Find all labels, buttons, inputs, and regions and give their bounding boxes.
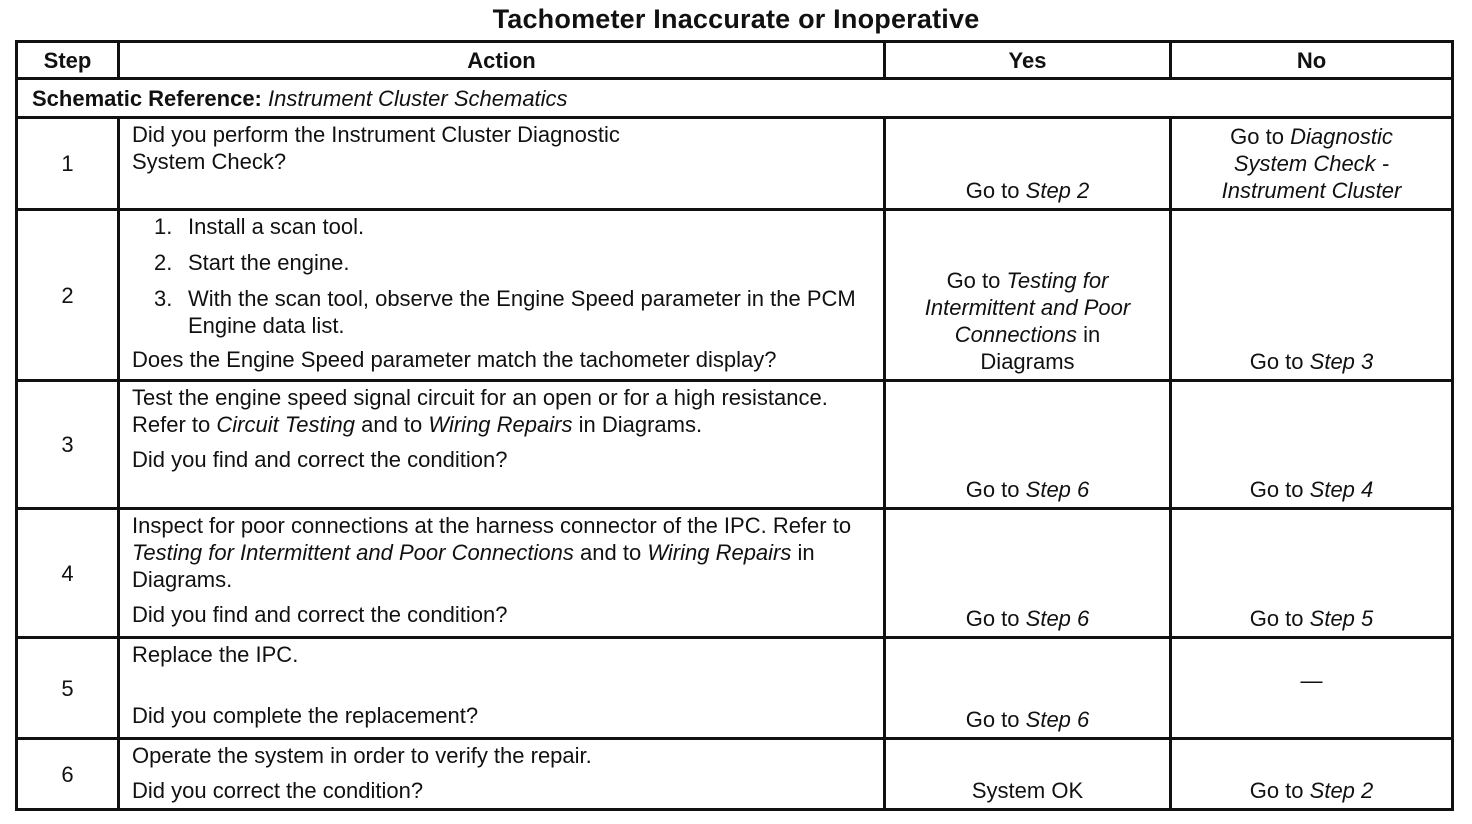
- no-result: [1171, 739, 1453, 810]
- no-link[interactable]: Diagnostic: [1290, 124, 1393, 149]
- header-action: Action: [119, 42, 885, 79]
- step-action: [119, 118, 885, 210]
- step-number: 4: [17, 509, 119, 638]
- action-question: Did you find and correct the condition?: [132, 602, 508, 627]
- yes-link[interactable]: Step 6: [1025, 707, 1090, 732]
- step-number: 3: [17, 381, 119, 509]
- action-text: Replace the IPC.: [132, 642, 299, 667]
- yes-link[interactable]: Connections: [954, 322, 1078, 347]
- step-action: [119, 509, 885, 638]
- action-question: Did you correct the condition?: [132, 778, 424, 803]
- no-prefix: Go to: [1249, 349, 1304, 374]
- substep-text: With the scan tool, observe the Engine Speed parameter in the PCM Engine data list.: [188, 286, 856, 338]
- schematic-reference-link[interactable]: Instrument Cluster Schematics: [268, 85, 568, 111]
- substep-text: Install a scan tool.: [188, 214, 365, 239]
- step-number: 6: [17, 739, 119, 810]
- no-prefix: Go to: [1249, 606, 1304, 631]
- header-yes: Yes: [885, 42, 1171, 79]
- yes-link[interactable]: Testing for: [1006, 268, 1109, 293]
- no-result: [1171, 381, 1453, 509]
- table-row: [17, 638, 1453, 739]
- no-result: [1171, 118, 1453, 210]
- action-text-part: and to: [580, 540, 642, 565]
- no-link[interactable]: Step 5: [1309, 606, 1374, 631]
- step-number: 1: [17, 118, 119, 210]
- yes-prefix: Go to: [965, 606, 1020, 631]
- header-row: [17, 42, 1453, 79]
- page-title: Tachometer Inaccurate or Inoperative: [492, 4, 980, 34]
- no-link[interactable]: Step 4: [1309, 477, 1374, 502]
- yes-result: System OK: [885, 739, 1171, 810]
- schematic-reference: [17, 79, 1453, 118]
- action-text-part: Test the engine speed signal circuit for an open or for a high resistance. Refer to: [132, 385, 828, 437]
- action-link[interactable]: Circuit Testing: [216, 412, 355, 437]
- yes-prefix: Go to: [965, 707, 1020, 732]
- table-row: [17, 381, 1453, 509]
- no-result: —: [1171, 638, 1453, 739]
- substep-text: Start the engine.: [188, 250, 350, 275]
- action-text-part: in Diagrams.: [132, 540, 815, 592]
- yes-prefix: Go to: [965, 178, 1020, 203]
- yes-result: [885, 118, 1171, 210]
- no-link[interactable]: Step 3: [1309, 349, 1374, 374]
- no-result: [1171, 210, 1453, 381]
- action-text: System Check?: [132, 149, 287, 174]
- substep-list: [132, 213, 871, 339]
- yes-link[interactable]: Intermittent and Poor: [924, 295, 1131, 320]
- yes-link[interactable]: Step 6: [1025, 477, 1090, 502]
- no-prefix: Go to: [1249, 778, 1304, 803]
- action-text: [132, 384, 871, 438]
- table-row: [17, 210, 1453, 381]
- yes-suffix: in: [1083, 322, 1101, 347]
- schematic-reference-row: [17, 79, 1453, 118]
- action-question: Did you find and correct the condition?: [132, 447, 508, 472]
- table-row: [17, 739, 1453, 810]
- no-link[interactable]: Instrument Cluster: [1221, 178, 1402, 203]
- diagnostic-table: [15, 40, 1454, 811]
- list-item: [154, 249, 871, 276]
- step-action: [119, 381, 885, 509]
- no-result: [1171, 509, 1453, 638]
- yes-result: [885, 509, 1171, 638]
- action-question: Did you complete the replacement?: [132, 703, 479, 728]
- action-link[interactable]: Testing for Intermittent and Poor Connections: [132, 540, 574, 565]
- substep-number: 2.: [154, 250, 173, 275]
- no-link[interactable]: Step 2: [1309, 778, 1374, 803]
- list-item: [154, 285, 871, 339]
- schematic-reference-label: Schematic Reference:: [32, 85, 262, 111]
- action-link[interactable]: Wiring Repairs: [647, 540, 792, 565]
- step-action: [119, 210, 885, 381]
- step-number: 2: [17, 210, 119, 381]
- header-no: No: [1171, 42, 1453, 79]
- substep-number: 3.: [154, 286, 173, 311]
- action-text: Operate the system in order to verify the repair.: [132, 743, 592, 768]
- yes-link[interactable]: Step 2: [1025, 178, 1090, 203]
- yes-prefix: Go to: [946, 268, 1001, 293]
- yes-result: [885, 210, 1171, 381]
- step-action: [119, 739, 885, 810]
- yes-prefix: Go to: [965, 477, 1020, 502]
- action-link[interactable]: Wiring Repairs: [428, 412, 573, 437]
- yes-text: Diagrams: [980, 349, 1075, 374]
- table-row: [17, 509, 1453, 638]
- no-link[interactable]: System Check -: [1233, 151, 1390, 176]
- step-action: [119, 638, 885, 739]
- action-text-part: in Diagrams.: [578, 412, 703, 437]
- action-text-part: and to: [361, 412, 423, 437]
- action-text: Did you perform the Instrument Cluster Diagnostic: [132, 122, 620, 147]
- action-text: [132, 512, 871, 593]
- yes-result: [885, 638, 1171, 739]
- action-text-part: Inspect for poor connections at the harness connector of the IPC. Refer to: [132, 513, 852, 538]
- list-item: [154, 213, 871, 240]
- no-prefix: Go to: [1230, 124, 1284, 149]
- action-question: Does the Engine Speed parameter match the tachometer display?: [132, 347, 777, 372]
- header-step: Step: [17, 42, 119, 79]
- yes-link[interactable]: Step 6: [1025, 606, 1090, 631]
- substep-number: 1.: [154, 214, 173, 239]
- step-number: 5: [17, 638, 119, 739]
- yes-result: [885, 381, 1171, 509]
- table-row: [17, 118, 1453, 210]
- no-prefix: Go to: [1249, 477, 1304, 502]
